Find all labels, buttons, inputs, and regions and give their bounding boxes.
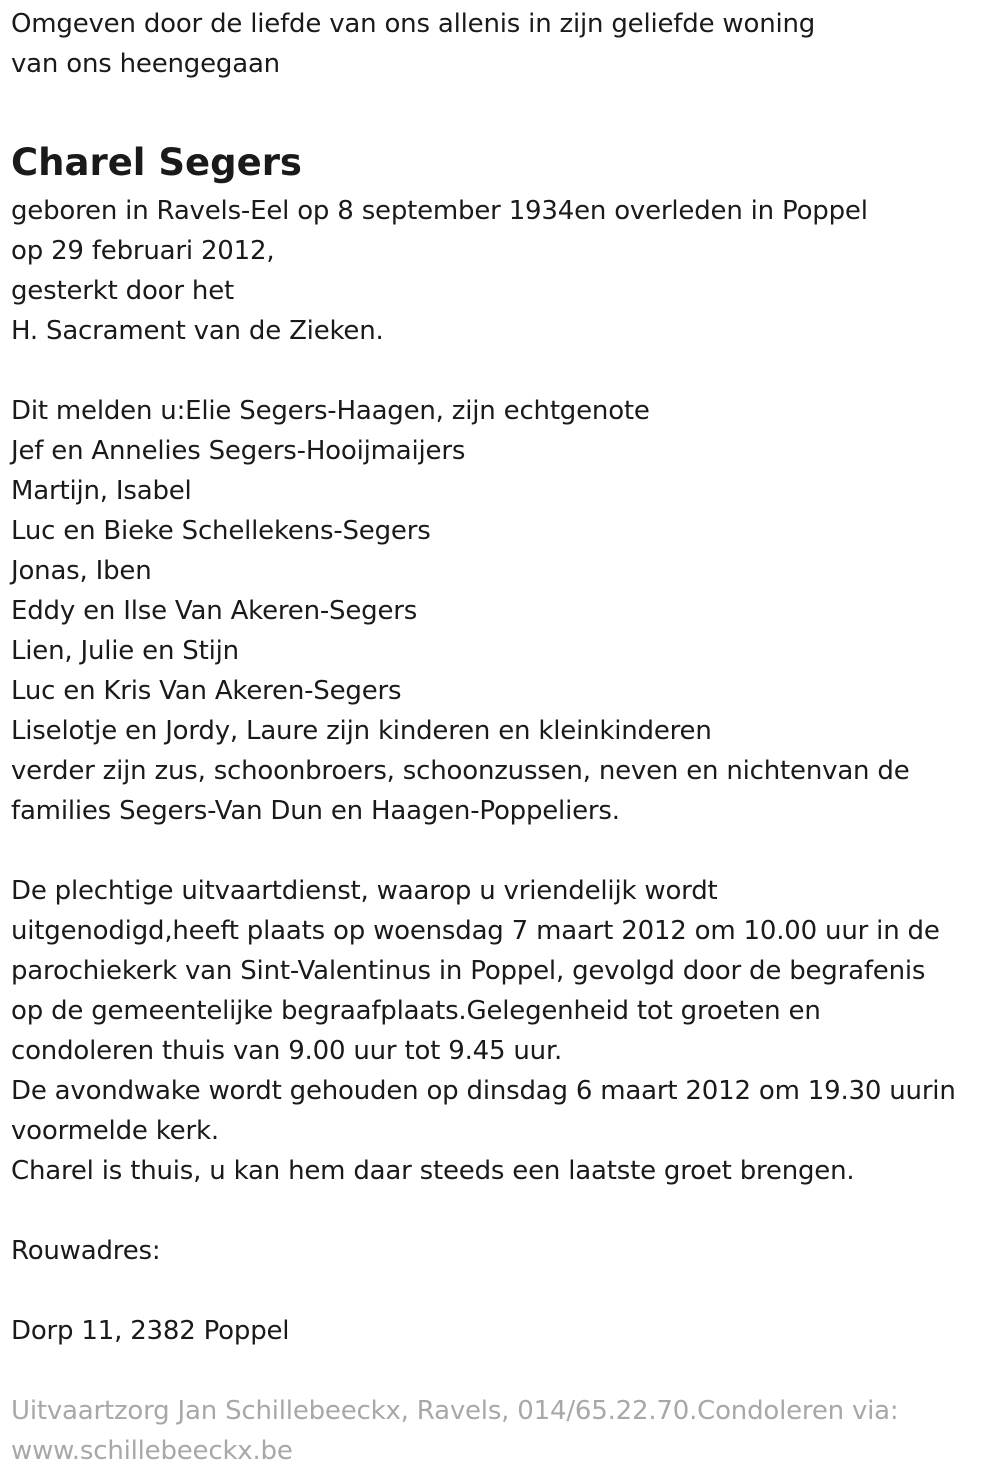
service-line: De plechtige uitvaartdienst, waarop u vriendelijk wordt: [11, 876, 718, 906]
family-line: Liselotje en Jordy, Laure zijn kinderen en kleinkinderen: [11, 716, 712, 746]
address-label: Rouwadres:: [11, 1236, 161, 1266]
family-line: Eddy en Ilse Van Akeren-Segers: [11, 596, 418, 626]
birth-death-line: H. Sacrament van de Zieken.: [11, 316, 384, 346]
birth-death-line: op 29 februari 2012,: [11, 236, 275, 266]
birth-death-text: [11, 191, 991, 351]
family-line: Martijn, Isabel: [11, 476, 192, 506]
footer-website: www.schillebeeckx.be: [11, 1436, 293, 1466]
family-line: families Segers-Van Dun en Haagen-Poppeliers.: [11, 796, 620, 826]
address: Dorp 11, 2382 Poppel: [11, 1316, 290, 1346]
funeral-home-footer: [11, 1391, 991, 1471]
service-line: parochiekerk van Sint-Valentinus in Poppel, gevolgd door de begrafenis: [11, 956, 926, 986]
service-line: condoleren thuis van 9.00 uur tot 9.45 uur.: [11, 1036, 563, 1066]
birth-death-line: geboren in Ravels-Eel op 8 september 1934en overleden in Poppel: [11, 196, 868, 226]
intro-line: van ons heengegaan: [11, 49, 280, 79]
family-line: verder zijn zus, schoonbroers, schoonzussen, neven en nichtenvan de: [11, 756, 910, 786]
service-line: op de gemeentelijke begraafplaats.Gelegenheid tot groeten en: [11, 996, 821, 1026]
intro-text: [11, 4, 991, 84]
footer-line: Uitvaartzorg Jan Schillebeeckx, Ravels, 014/65.22.70.Condoleren via:: [11, 1396, 899, 1426]
spacer: [11, 1271, 991, 1311]
service-line: voormelde kerk.: [11, 1116, 219, 1146]
service-details: [11, 871, 991, 1191]
family-line: Luc en Kris Van Akeren-Segers: [11, 676, 402, 706]
obituary-notice: [11, 4, 991, 1471]
family-line: Jonas, Iben: [11, 556, 152, 586]
deceased-name: Charel Segers: [11, 141, 302, 184]
spacer: [11, 831, 991, 871]
family-list: [11, 391, 991, 831]
service-line: De avondwake wordt gehouden op dinsdag 6 maart 2012 om 19.30 uurin: [11, 1076, 956, 1106]
family-line: Luc en Bieke Schellekens-Segers: [11, 516, 431, 546]
family-line: Dit melden u:Elie Segers-Haagen, zijn echtgenote: [11, 396, 650, 426]
family-line: Jef en Annelies Segers-Hooijmaijers: [11, 436, 466, 466]
birth-death-line: gesterkt door het: [11, 276, 234, 306]
spacer: [11, 1191, 991, 1231]
family-line: Lien, Julie en Stijn: [11, 636, 239, 666]
intro-line: Omgeven door de liefde van ons allenis in zijn geliefde woning: [11, 9, 816, 39]
service-line: uitgenodigd,heeft plaats op woensdag 7 maart 2012 om 10.00 uur in de: [11, 916, 940, 946]
spacer: [11, 351, 991, 391]
service-line: Charel is thuis, u kan hem daar steeds een laatste groet brengen.: [11, 1156, 855, 1186]
